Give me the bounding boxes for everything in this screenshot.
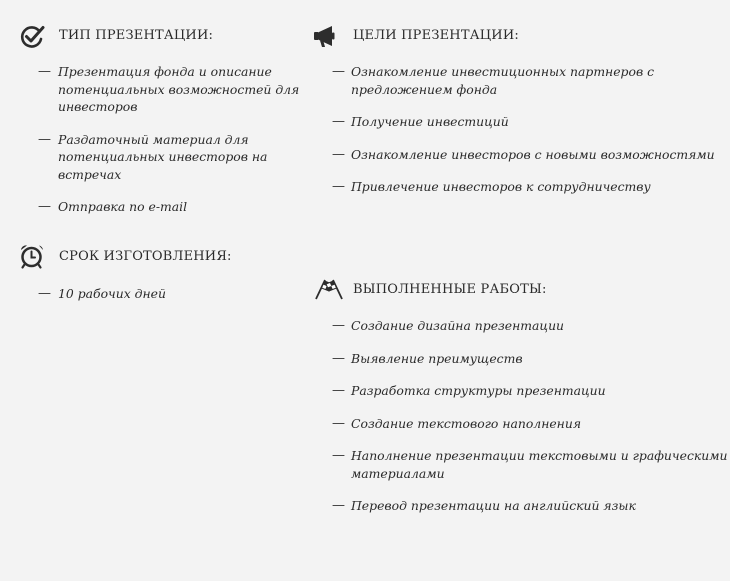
megaphone-icon — [312, 23, 340, 51]
goals-title: ЦЕЛИ ПРЕЗЕНТАЦИИ: — [353, 28, 519, 43]
goals-section — [312, 23, 730, 194]
list-item-text: Создание дизайна презентации — [351, 318, 565, 333]
list-item — [312, 497, 730, 515]
list-item-text: Привлечение инвесторов к сотрудничеству — [351, 179, 651, 194]
dash-marker: — — [332, 350, 345, 366]
dash-marker: — — [38, 131, 51, 147]
dash-marker: — — [332, 318, 345, 333]
alarm-clock-icon — [18, 243, 46, 271]
production-time-list — [0, 285, 300, 303]
list-item-text: Разработка структуры презентации — [351, 383, 606, 398]
list-item — [312, 415, 730, 433]
list-item-text: Наполнение презентации текстовыми и графическими материалами — [351, 448, 728, 481]
dash-marker: — — [332, 179, 345, 194]
list-item — [312, 317, 730, 335]
list-item-text: Презентация фонда и описание потенциальных возможностей для инвесторов — [58, 64, 300, 114]
production-time-title: СРОК ИЗГОТОВЛЕНИЯ: — [59, 249, 232, 264]
list-item — [312, 178, 730, 196]
list-item-text: Раздаточный материал для потенциальных инвесторов на встречах — [58, 131, 268, 182]
dash-marker: — — [38, 64, 51, 79]
list-item-text: Отправка по e-mail — [58, 199, 188, 214]
dash-marker: — — [332, 146, 345, 162]
list-item-text: Ознакомление инвестиционных партнеров с предложением фонда — [351, 64, 655, 97]
presentation-type-list — [0, 63, 300, 216]
list-item-text: Перевод презентации на английский язык — [351, 498, 636, 513]
completed-work-header — [312, 275, 730, 305]
list-item — [312, 447, 730, 482]
list-item — [0, 63, 300, 116]
completed-work-title: ВЫПОЛНЕННЫЕ РАБОТЫ: — [353, 282, 547, 297]
dash-marker: — — [332, 498, 345, 513]
goals-list — [312, 63, 730, 196]
dash-marker: — — [332, 114, 345, 129]
dash-marker: — — [38, 286, 51, 301]
list-item-text: Создание текстового наполнения — [351, 415, 582, 431]
production-time-section — [0, 243, 300, 301]
presentation-type-header — [0, 23, 300, 53]
list-item — [0, 198, 300, 216]
dash-marker: — — [332, 448, 345, 463]
list-item — [312, 146, 730, 164]
list-item — [312, 350, 730, 368]
checkered-flags-icon — [312, 275, 340, 303]
dash-marker: — — [332, 415, 345, 431]
list-item-text: Ознакомление инвесторов с новыми возможностями — [351, 146, 715, 162]
list-item — [312, 113, 730, 131]
production-time-header — [0, 243, 300, 273]
completed-work-list — [312, 317, 730, 515]
completed-work-section — [312, 275, 730, 513]
presentation-type-title: ТИП ПРЕЗЕНТАЦИИ: — [59, 28, 214, 43]
checkmark-circle-icon — [18, 23, 46, 51]
dash-marker: — — [38, 199, 51, 214]
list-item — [0, 285, 300, 303]
dash-marker: — — [332, 383, 345, 398]
list-item-text: Выявление преимуществ — [351, 350, 523, 366]
list-item-text: Получение инвестиций — [351, 114, 509, 129]
dash-marker: — — [332, 64, 345, 79]
presentation-type-section — [0, 23, 300, 214]
list-item — [312, 63, 730, 98]
list-item-text: 10 рабочих дней — [58, 286, 166, 301]
list-item — [312, 382, 730, 400]
goals-header — [312, 23, 730, 53]
list-item — [0, 131, 300, 184]
